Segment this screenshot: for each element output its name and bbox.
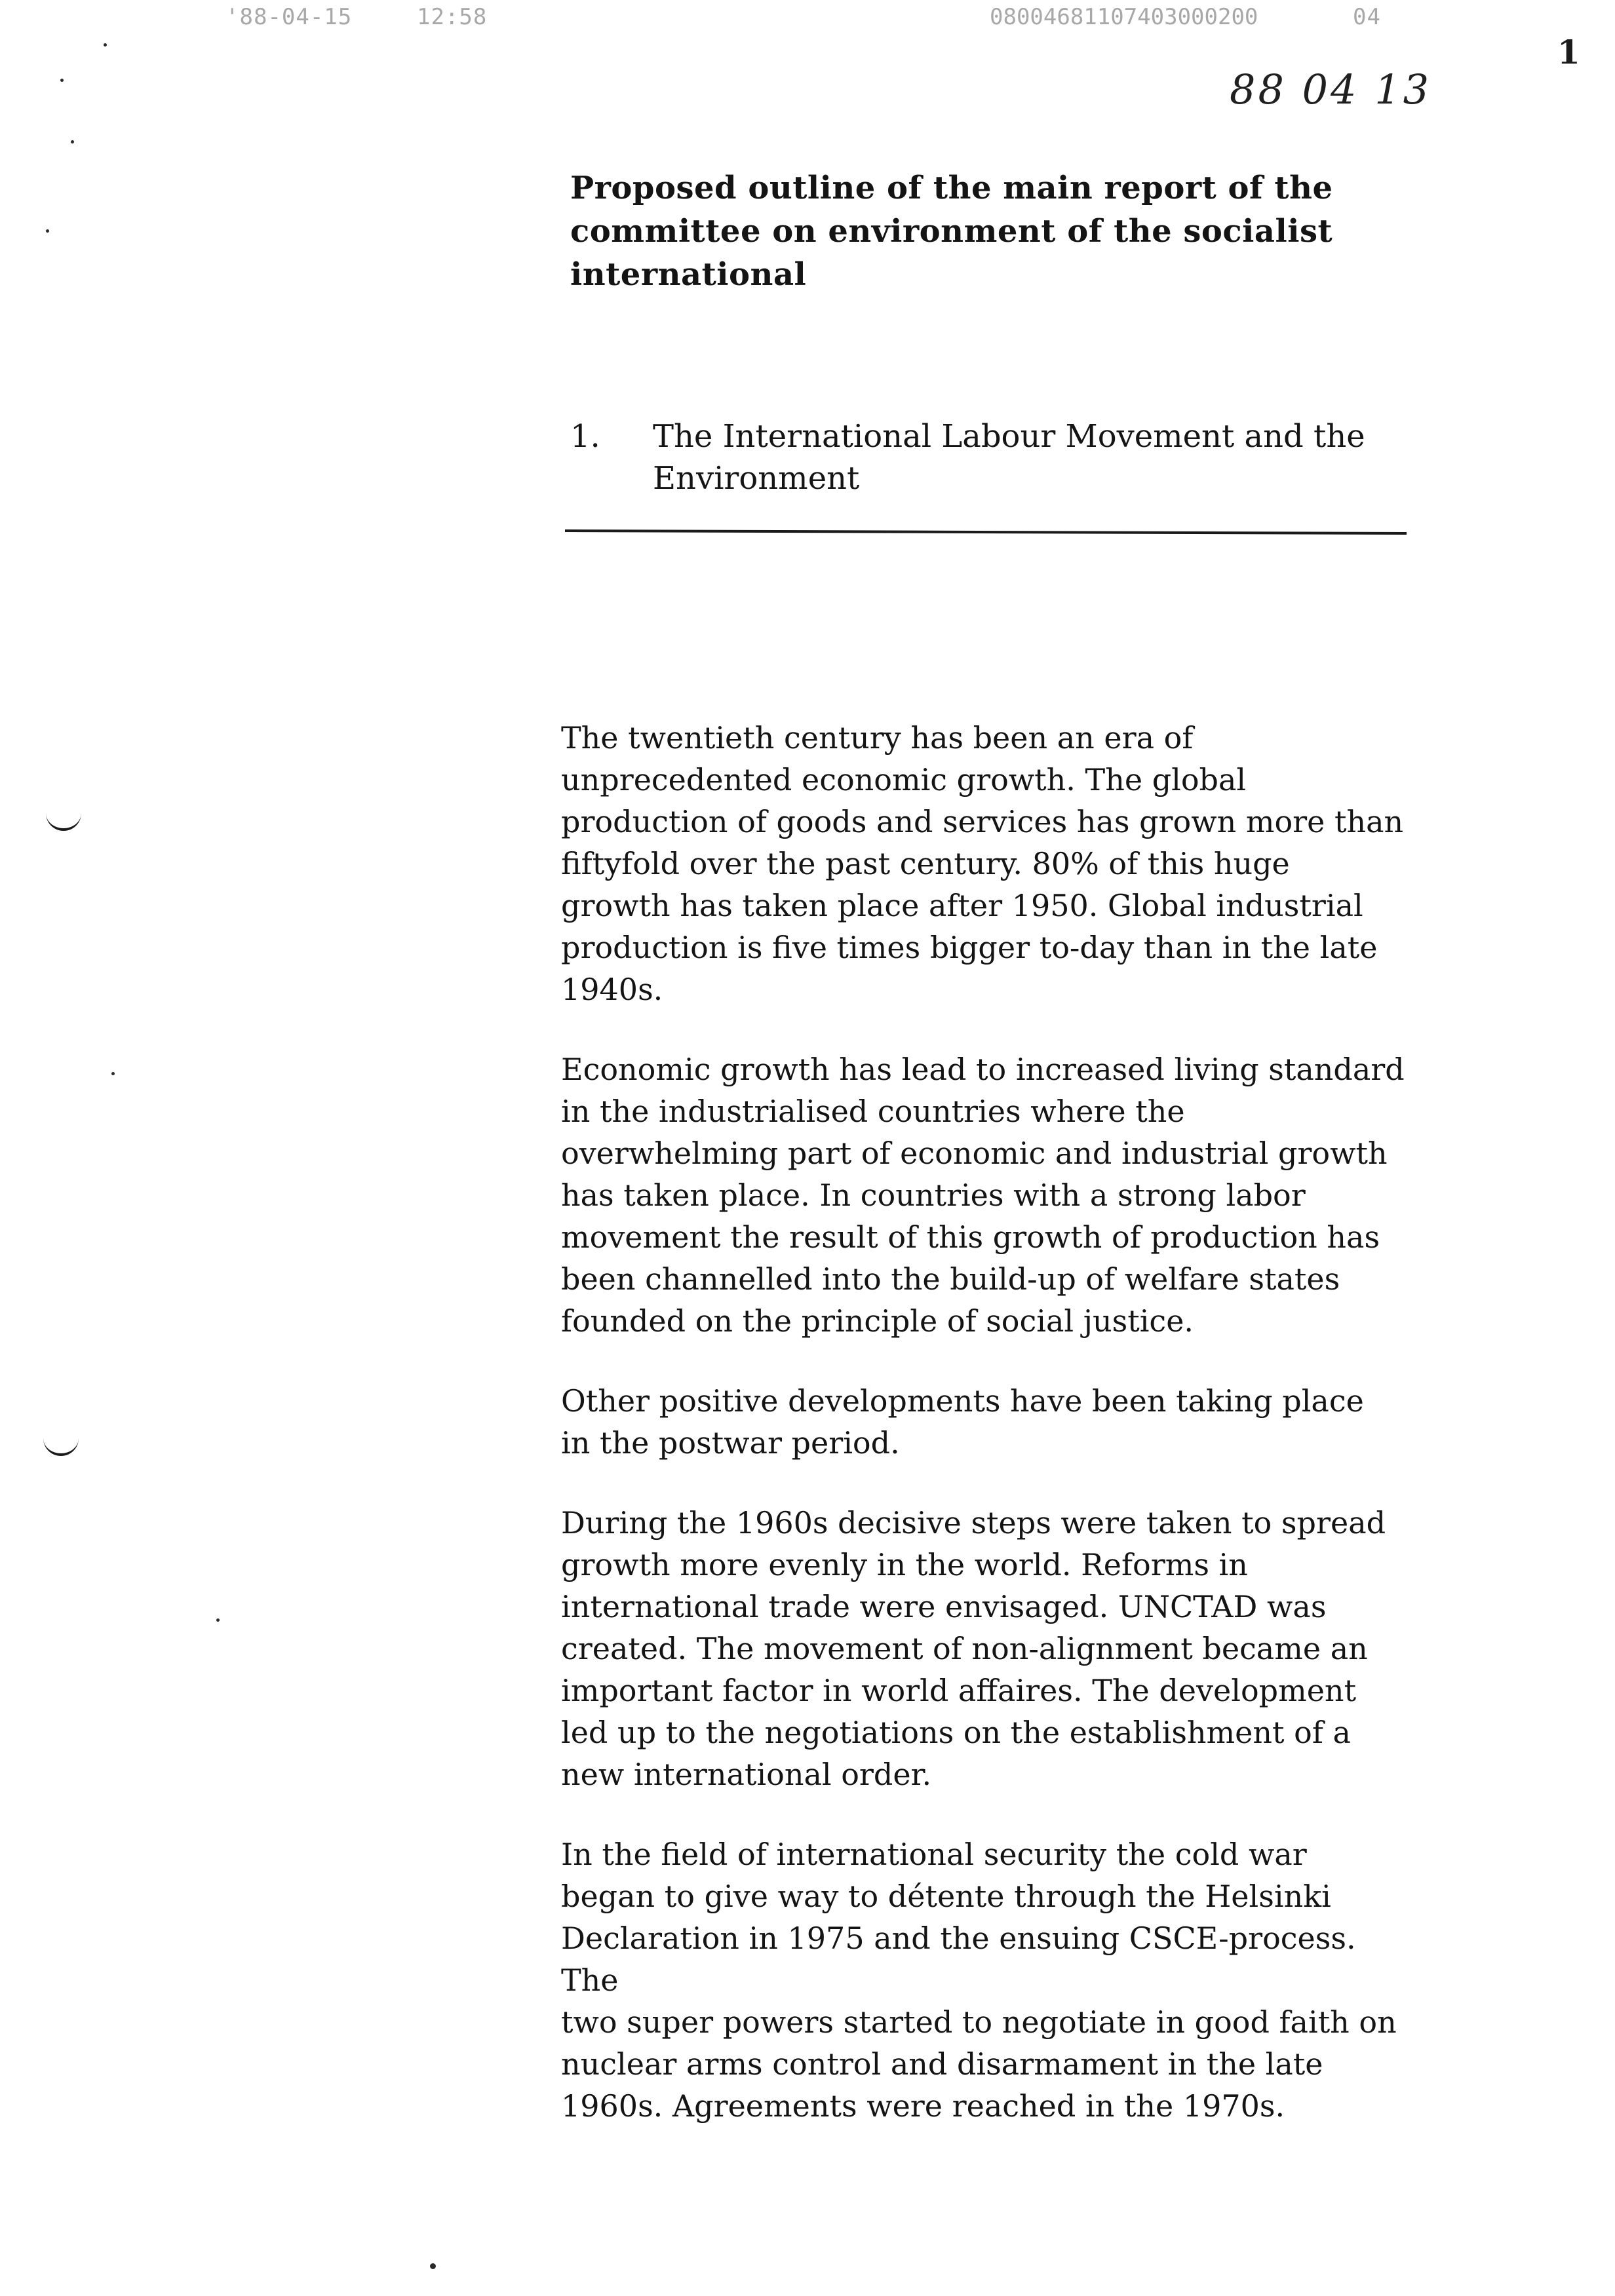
scan-speck bbox=[60, 79, 64, 82]
paragraph-positive-developments: Other positive developments have been taking place in the postwar period. bbox=[561, 1383, 1364, 1461]
paragraph-living-standard: Economic growth has lead to increased living standard in the industrialised countries where the overwhelming part of economic and industrial growth has taken place. In countries with a strong labor movement the result of this growth of production has been channelled into the build-up of welfare states founded on the principle of social justice. bbox=[561, 1052, 1405, 1339]
section-number: 1. bbox=[570, 418, 600, 455]
margin-check-mark bbox=[46, 813, 81, 831]
handwritten-date: 88 04 13 bbox=[1230, 66, 1432, 113]
section-divider bbox=[565, 529, 1407, 535]
scan-speck bbox=[216, 1618, 220, 1622]
body-text bbox=[561, 717, 1413, 2165]
scan-speck bbox=[430, 2263, 436, 2269]
margin-check-mark bbox=[43, 1438, 79, 1456]
fax-time: 12:58 bbox=[417, 4, 488, 30]
fax-page-counter: 04 bbox=[1353, 4, 1381, 30]
scan-speck bbox=[71, 140, 74, 144]
paragraph-economic-growth: The twentieth century has been an era of unprecedented economic growth. The global production of goods and services has grown more than fiftyfold over the past century. 80% of this huge growth has taken place after 1950. Global industrial production is five times bigger to-day than in the late 1940s. bbox=[561, 720, 1404, 1007]
paragraph-1960s-reforms: During the 1960s decisive steps were taken to spread growth more evenly in the world. Reforms in international trade were envisaged. UNCTAD was created. The movement of non-alignment became an important factor in world affaires. The development led up to the negotiations on the establishment of a new international order. bbox=[561, 1505, 1386, 1792]
section-title: The International Labour Movement and the Environment bbox=[653, 418, 1365, 497]
scan-speck bbox=[46, 229, 49, 233]
report-title: Proposed outline of the main report of the committee on environment of the socialist international bbox=[570, 170, 1333, 293]
fax-date: '88-04-15 bbox=[225, 4, 353, 30]
fax-transmission-id: 08004681107403000200 bbox=[990, 4, 1258, 30]
scan-speck bbox=[111, 1072, 115, 1075]
paragraph-international-security: In the field of international security the cold war began to give way to détente through the Helsinki Declaration in 1975 and the ensuing CSCE-process. The two super powers started to negotiate in good faith on nuclear arms control and disarmament in the late 1960s. Agreements were reached in the 1970s. bbox=[561, 1837, 1397, 2124]
page-number: 1 bbox=[1557, 33, 1580, 71]
scan-speck bbox=[104, 43, 107, 47]
